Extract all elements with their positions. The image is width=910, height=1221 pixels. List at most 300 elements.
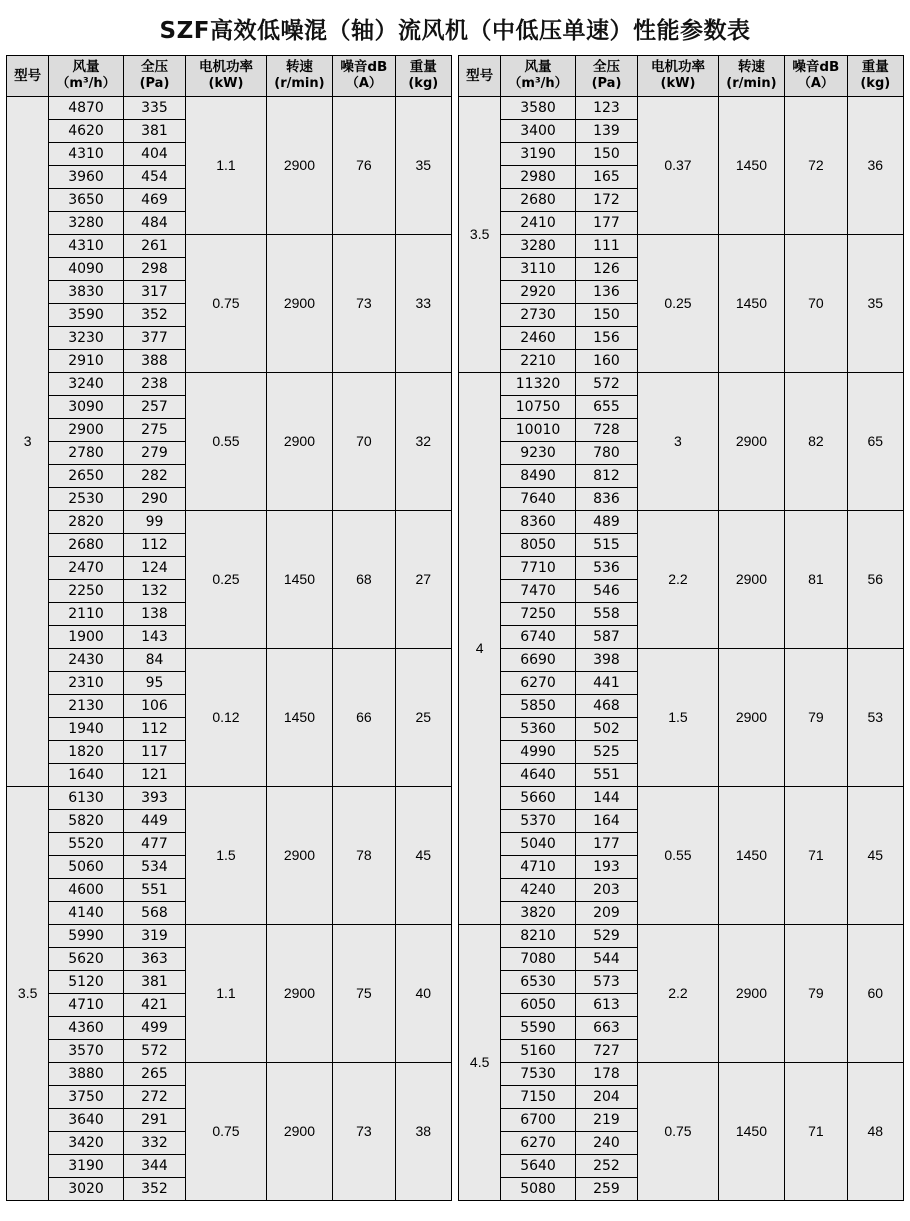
cell-flow: 5990	[49, 925, 124, 948]
cell-flow: 5820	[49, 810, 124, 833]
tables-container	[0, 55, 910, 1201]
cell-weight: 45	[847, 787, 903, 925]
cell-pressure: 99	[123, 511, 185, 534]
cell-pressure: 272	[123, 1086, 185, 1109]
cell-pressure: 282	[123, 465, 185, 488]
cell-speed: 1450	[718, 235, 784, 373]
table-row	[459, 925, 904, 948]
cell-flow: 3960	[49, 166, 124, 189]
cell-noise: 79	[785, 649, 847, 787]
cell-flow: 10750	[501, 396, 576, 419]
cell-flow: 2680	[49, 534, 124, 557]
cell-pressure: 558	[575, 603, 637, 626]
cell-weight: 45	[395, 787, 451, 925]
cell-pressure: 780	[575, 442, 637, 465]
cell-flow: 3020	[49, 1178, 124, 1201]
cell-pressure: 275	[123, 419, 185, 442]
cell-pressure: 352	[123, 1178, 185, 1201]
cell-pressure: 144	[575, 787, 637, 810]
cell-weight: 38	[395, 1063, 451, 1201]
cell-pressure: 126	[575, 258, 637, 281]
cell-flow: 5360	[501, 718, 576, 741]
cell-flow: 2430	[49, 649, 124, 672]
col-header-model: 型号	[459, 56, 501, 97]
cell-flow: 9230	[501, 442, 576, 465]
cell-flow: 5520	[49, 833, 124, 856]
table-row	[7, 373, 452, 396]
cell-flow: 2470	[49, 557, 124, 580]
cell-power: 1.1	[186, 97, 267, 235]
cell-speed: 2900	[266, 1063, 332, 1201]
table-row	[459, 373, 904, 396]
cell-pressure: 529	[575, 925, 637, 948]
col-header-pressure: 全压 (Pa)	[575, 56, 637, 97]
cell-speed: 2900	[718, 925, 784, 1063]
cell-speed: 1450	[718, 1063, 784, 1201]
cell-flow: 5660	[501, 787, 576, 810]
cell-speed: 2900	[266, 925, 332, 1063]
cell-pressure: 84	[123, 649, 185, 672]
cell-pressure: 238	[123, 373, 185, 396]
cell-weight: 60	[847, 925, 903, 1063]
cell-flow: 6270	[501, 1132, 576, 1155]
cell-power: 1.5	[186, 787, 267, 925]
cell-noise: 70	[333, 373, 395, 511]
cell-flow: 3190	[49, 1155, 124, 1178]
cell-pressure: 117	[123, 741, 185, 764]
cell-flow: 7710	[501, 557, 576, 580]
cell-power: 0.55	[638, 787, 719, 925]
cell-speed: 2900	[718, 373, 784, 511]
cell-power: 0.75	[638, 1063, 719, 1201]
cell-noise: 73	[333, 1063, 395, 1201]
cell-flow: 3400	[501, 120, 576, 143]
cell-flow: 5640	[501, 1155, 576, 1178]
cell-pressure: 121	[123, 764, 185, 787]
performance-table-right	[458, 55, 904, 1201]
cell-pressure: 178	[575, 1063, 637, 1086]
cell-flow: 6130	[49, 787, 124, 810]
cell-flow: 3280	[49, 212, 124, 235]
cell-flow: 3110	[501, 258, 576, 281]
cell-pressure: 534	[123, 856, 185, 879]
cell-pressure: 502	[575, 718, 637, 741]
cell-pressure: 335	[123, 97, 185, 120]
cell-pressure: 143	[123, 626, 185, 649]
cell-flow: 2820	[49, 511, 124, 534]
cell-pressure: 136	[575, 281, 637, 304]
cell-power: 2.2	[638, 511, 719, 649]
cell-flow: 3830	[49, 281, 124, 304]
cell-flow: 2130	[49, 695, 124, 718]
cell-pressure: 477	[123, 833, 185, 856]
cell-pressure: 259	[575, 1178, 637, 1201]
cell-pressure: 204	[575, 1086, 637, 1109]
cell-pressure: 468	[575, 695, 637, 718]
cell-flow: 4640	[501, 764, 576, 787]
cell-pressure: 572	[575, 373, 637, 396]
cell-noise: 71	[785, 787, 847, 925]
cell-speed: 1450	[266, 511, 332, 649]
cell-pressure: 291	[123, 1109, 185, 1132]
col-header-model: 型号	[7, 56, 49, 97]
cell-pressure: 381	[123, 971, 185, 994]
cell-noise: 79	[785, 925, 847, 1063]
table-row	[7, 235, 452, 258]
cell-pressure: 279	[123, 442, 185, 465]
cell-pressure: 572	[123, 1040, 185, 1063]
cell-flow: 5040	[501, 833, 576, 856]
cell-pressure: 393	[123, 787, 185, 810]
cell-flow: 5120	[49, 971, 124, 994]
cell-flow: 3580	[501, 97, 576, 120]
cell-flow: 2110	[49, 603, 124, 626]
cell-speed: 1450	[718, 787, 784, 925]
cell-pressure: 525	[575, 741, 637, 764]
cell-flow: 3280	[501, 235, 576, 258]
col-header-power: 电机功率 (kW)	[186, 56, 267, 97]
cell-flow: 7250	[501, 603, 576, 626]
cell-flow: 2910	[49, 350, 124, 373]
table-row	[7, 787, 452, 810]
cell-flow: 4710	[501, 856, 576, 879]
cell-flow: 2650	[49, 465, 124, 488]
cell-pressure: 112	[123, 718, 185, 741]
cell-weight: 25	[395, 649, 451, 787]
cell-pressure: 489	[575, 511, 637, 534]
cell-pressure: 587	[575, 626, 637, 649]
col-header-weight: 重量 (kg)	[395, 56, 451, 97]
cell-flow: 10010	[501, 419, 576, 442]
cell-model: 4	[459, 373, 501, 925]
cell-pressure: 663	[575, 1017, 637, 1040]
cell-speed: 2900	[266, 97, 332, 235]
cell-pressure: 484	[123, 212, 185, 235]
cell-flow: 7530	[501, 1063, 576, 1086]
col-header-speed: 转速 (r/min)	[718, 56, 784, 97]
cell-pressure: 193	[575, 856, 637, 879]
cell-power: 0.12	[186, 649, 267, 787]
cell-model: 4.5	[459, 925, 501, 1201]
cell-flow: 3880	[49, 1063, 124, 1086]
cell-pressure: 836	[575, 488, 637, 511]
cell-pressure: 106	[123, 695, 185, 718]
cell-pressure: 363	[123, 948, 185, 971]
col-header-weight: 重量 (kg)	[847, 56, 903, 97]
cell-flow: 2410	[501, 212, 576, 235]
cell-pressure: 728	[575, 419, 637, 442]
cell-pressure: 551	[123, 879, 185, 902]
col-header-flow: 风量 （m³/h）	[49, 56, 124, 97]
table-row	[459, 511, 904, 534]
cell-pressure: 398	[575, 649, 637, 672]
cell-pressure: 544	[575, 948, 637, 971]
cell-flow: 2900	[49, 419, 124, 442]
cell-flow: 3090	[49, 396, 124, 419]
cell-speed: 2900	[718, 649, 784, 787]
performance-table-left	[6, 55, 452, 1201]
cell-noise: 75	[333, 925, 395, 1063]
cell-pressure: 150	[575, 304, 637, 327]
table-row	[459, 649, 904, 672]
cell-flow: 3820	[501, 902, 576, 925]
cell-pressure: 469	[123, 189, 185, 212]
table-row	[459, 235, 904, 258]
cell-flow: 3420	[49, 1132, 124, 1155]
cell-power: 0.25	[638, 235, 719, 373]
cell-power: 2.2	[638, 925, 719, 1063]
cell-flow: 4620	[49, 120, 124, 143]
cell-flow: 8490	[501, 465, 576, 488]
cell-noise: 70	[785, 235, 847, 373]
cell-power: 0.75	[186, 1063, 267, 1201]
cell-flow: 4310	[49, 143, 124, 166]
cell-pressure: 568	[123, 902, 185, 925]
cell-noise: 78	[333, 787, 395, 925]
col-header-speed: 转速 (r/min)	[266, 56, 332, 97]
cell-pressure: 261	[123, 235, 185, 258]
cell-flow: 4600	[49, 879, 124, 902]
cell-power: 1.5	[638, 649, 719, 787]
table-header-left	[7, 56, 452, 97]
cell-weight: 33	[395, 235, 451, 373]
table-body-right	[459, 97, 904, 1201]
cell-flow: 5590	[501, 1017, 576, 1040]
cell-pressure: 812	[575, 465, 637, 488]
cell-pressure: 546	[575, 580, 637, 603]
table-row	[7, 1063, 452, 1086]
cell-speed: 2900	[266, 235, 332, 373]
cell-flow: 7080	[501, 948, 576, 971]
cell-power: 0.37	[638, 97, 719, 235]
cell-pressure: 655	[575, 396, 637, 419]
cell-pressure: 203	[575, 879, 637, 902]
cell-weight: 36	[847, 97, 903, 235]
cell-flow: 3230	[49, 327, 124, 350]
cell-speed: 2900	[718, 511, 784, 649]
table-row	[459, 97, 904, 120]
cell-flow: 4710	[49, 994, 124, 1017]
cell-flow: 7470	[501, 580, 576, 603]
cell-pressure: 536	[575, 557, 637, 580]
cell-power: 0.55	[186, 373, 267, 511]
cell-flow: 6050	[501, 994, 576, 1017]
cell-flow: 7640	[501, 488, 576, 511]
cell-flow: 1900	[49, 626, 124, 649]
cell-power: 1.1	[186, 925, 267, 1063]
cell-flow: 1820	[49, 741, 124, 764]
cell-noise: 71	[785, 1063, 847, 1201]
cell-flow: 6530	[501, 971, 576, 994]
cell-model: 3.5	[459, 97, 501, 373]
cell-flow: 2980	[501, 166, 576, 189]
cell-pressure: 613	[575, 994, 637, 1017]
cell-pressure: 257	[123, 396, 185, 419]
cell-flow: 2730	[501, 304, 576, 327]
cell-flow: 4140	[49, 902, 124, 925]
cell-pressure: 265	[123, 1063, 185, 1086]
cell-flow: 2780	[49, 442, 124, 465]
col-header-pressure: 全压 (Pa)	[123, 56, 185, 97]
page-title: SZF高效低噪混（轴）流风机（中低压单速）性能参数表	[159, 18, 751, 44]
cell-pressure: 388	[123, 350, 185, 373]
cell-pressure: 219	[575, 1109, 637, 1132]
cell-flow: 3240	[49, 373, 124, 396]
cell-pressure: 138	[123, 603, 185, 626]
cell-pressure: 515	[575, 534, 637, 557]
cell-weight: 35	[847, 235, 903, 373]
col-header-noise: 噪音dB （A）	[785, 56, 847, 97]
table-body-left	[7, 97, 452, 1201]
cell-pressure: 298	[123, 258, 185, 281]
table-row	[459, 787, 904, 810]
cell-flow: 5060	[49, 856, 124, 879]
cell-flow: 3190	[501, 143, 576, 166]
cell-pressure: 124	[123, 557, 185, 580]
cell-flow: 4240	[501, 879, 576, 902]
cell-noise: 73	[333, 235, 395, 373]
cell-pressure: 150	[575, 143, 637, 166]
cell-flow: 2530	[49, 488, 124, 511]
cell-model: 3.5	[7, 787, 49, 1201]
cell-model: 3	[7, 97, 49, 787]
cell-flow: 1940	[49, 718, 124, 741]
cell-noise: 72	[785, 97, 847, 235]
cell-noise: 82	[785, 373, 847, 511]
cell-pressure: 164	[575, 810, 637, 833]
cell-pressure: 352	[123, 304, 185, 327]
cell-flow: 6740	[501, 626, 576, 649]
cell-pressure: 727	[575, 1040, 637, 1063]
cell-speed: 1450	[266, 649, 332, 787]
cell-flow: 5850	[501, 695, 576, 718]
cell-pressure: 499	[123, 1017, 185, 1040]
header-row	[459, 56, 904, 97]
col-header-noise: 噪音dB （A）	[333, 56, 395, 97]
cell-flow: 3650	[49, 189, 124, 212]
cell-pressure: 160	[575, 350, 637, 373]
cell-pressure: 317	[123, 281, 185, 304]
cell-noise: 81	[785, 511, 847, 649]
table-row	[7, 925, 452, 948]
cell-power: 3	[638, 373, 719, 511]
cell-pressure: 111	[575, 235, 637, 258]
table-header-right	[459, 56, 904, 97]
cell-weight: 32	[395, 373, 451, 511]
cell-flow: 2680	[501, 189, 576, 212]
cell-pressure: 441	[575, 672, 637, 695]
cell-pressure: 449	[123, 810, 185, 833]
cell-power: 0.25	[186, 511, 267, 649]
cell-flow: 2310	[49, 672, 124, 695]
cell-flow: 2460	[501, 327, 576, 350]
cell-pressure: 240	[575, 1132, 637, 1155]
cell-pressure: 177	[575, 833, 637, 856]
cell-flow: 3640	[49, 1109, 124, 1132]
header-row	[7, 56, 452, 97]
cell-flow: 5080	[501, 1178, 576, 1201]
cell-pressure: 252	[575, 1155, 637, 1178]
cell-flow: 8360	[501, 511, 576, 534]
cell-flow: 4090	[49, 258, 124, 281]
cell-pressure: 377	[123, 327, 185, 350]
cell-flow: 3750	[49, 1086, 124, 1109]
cell-pressure: 112	[123, 534, 185, 557]
cell-pressure: 551	[575, 764, 637, 787]
cell-pressure: 165	[575, 166, 637, 189]
cell-pressure: 95	[123, 672, 185, 695]
cell-flow: 4310	[49, 235, 124, 258]
table-row	[7, 97, 452, 120]
cell-pressure: 404	[123, 143, 185, 166]
cell-flow: 6270	[501, 672, 576, 695]
cell-pressure: 454	[123, 166, 185, 189]
cell-speed: 2900	[266, 787, 332, 925]
cell-flow: 6690	[501, 649, 576, 672]
cell-flow: 3590	[49, 304, 124, 327]
cell-flow: 1640	[49, 764, 124, 787]
cell-noise: 68	[333, 511, 395, 649]
col-header-flow: 风量 （m³/h）	[501, 56, 576, 97]
cell-flow: 7150	[501, 1086, 576, 1109]
cell-pressure: 132	[123, 580, 185, 603]
cell-weight: 56	[847, 511, 903, 649]
cell-flow: 3570	[49, 1040, 124, 1063]
table-row	[7, 649, 452, 672]
cell-power: 0.75	[186, 235, 267, 373]
table-row	[7, 511, 452, 534]
cell-pressure: 319	[123, 925, 185, 948]
cell-speed: 2900	[266, 373, 332, 511]
cell-pressure: 177	[575, 212, 637, 235]
cell-noise: 66	[333, 649, 395, 787]
cell-flow: 4870	[49, 97, 124, 120]
cell-pressure: 381	[123, 120, 185, 143]
cell-flow: 5160	[501, 1040, 576, 1063]
table-row	[459, 1063, 904, 1086]
cell-weight: 27	[395, 511, 451, 649]
cell-pressure: 123	[575, 97, 637, 120]
cell-pressure: 573	[575, 971, 637, 994]
cell-weight: 35	[395, 97, 451, 235]
cell-flow: 6700	[501, 1109, 576, 1132]
cell-flow: 8050	[501, 534, 576, 557]
cell-pressure: 139	[575, 120, 637, 143]
cell-speed: 1450	[718, 97, 784, 235]
cell-flow: 5620	[49, 948, 124, 971]
cell-pressure: 344	[123, 1155, 185, 1178]
cell-flow: 8210	[501, 925, 576, 948]
cell-pressure: 290	[123, 488, 185, 511]
cell-noise: 76	[333, 97, 395, 235]
cell-weight: 40	[395, 925, 451, 1063]
cell-flow: 11320	[501, 373, 576, 396]
cell-pressure: 209	[575, 902, 637, 925]
cell-flow: 5370	[501, 810, 576, 833]
cell-flow: 4360	[49, 1017, 124, 1040]
cell-weight: 53	[847, 649, 903, 787]
cell-flow: 4990	[501, 741, 576, 764]
cell-flow: 2920	[501, 281, 576, 304]
col-header-power: 电机功率 (kW)	[638, 56, 719, 97]
cell-pressure: 421	[123, 994, 185, 1017]
cell-pressure: 172	[575, 189, 637, 212]
cell-pressure: 332	[123, 1132, 185, 1155]
cell-weight: 65	[847, 373, 903, 511]
cell-flow: 2210	[501, 350, 576, 373]
cell-pressure: 156	[575, 327, 637, 350]
cell-weight: 48	[847, 1063, 903, 1201]
